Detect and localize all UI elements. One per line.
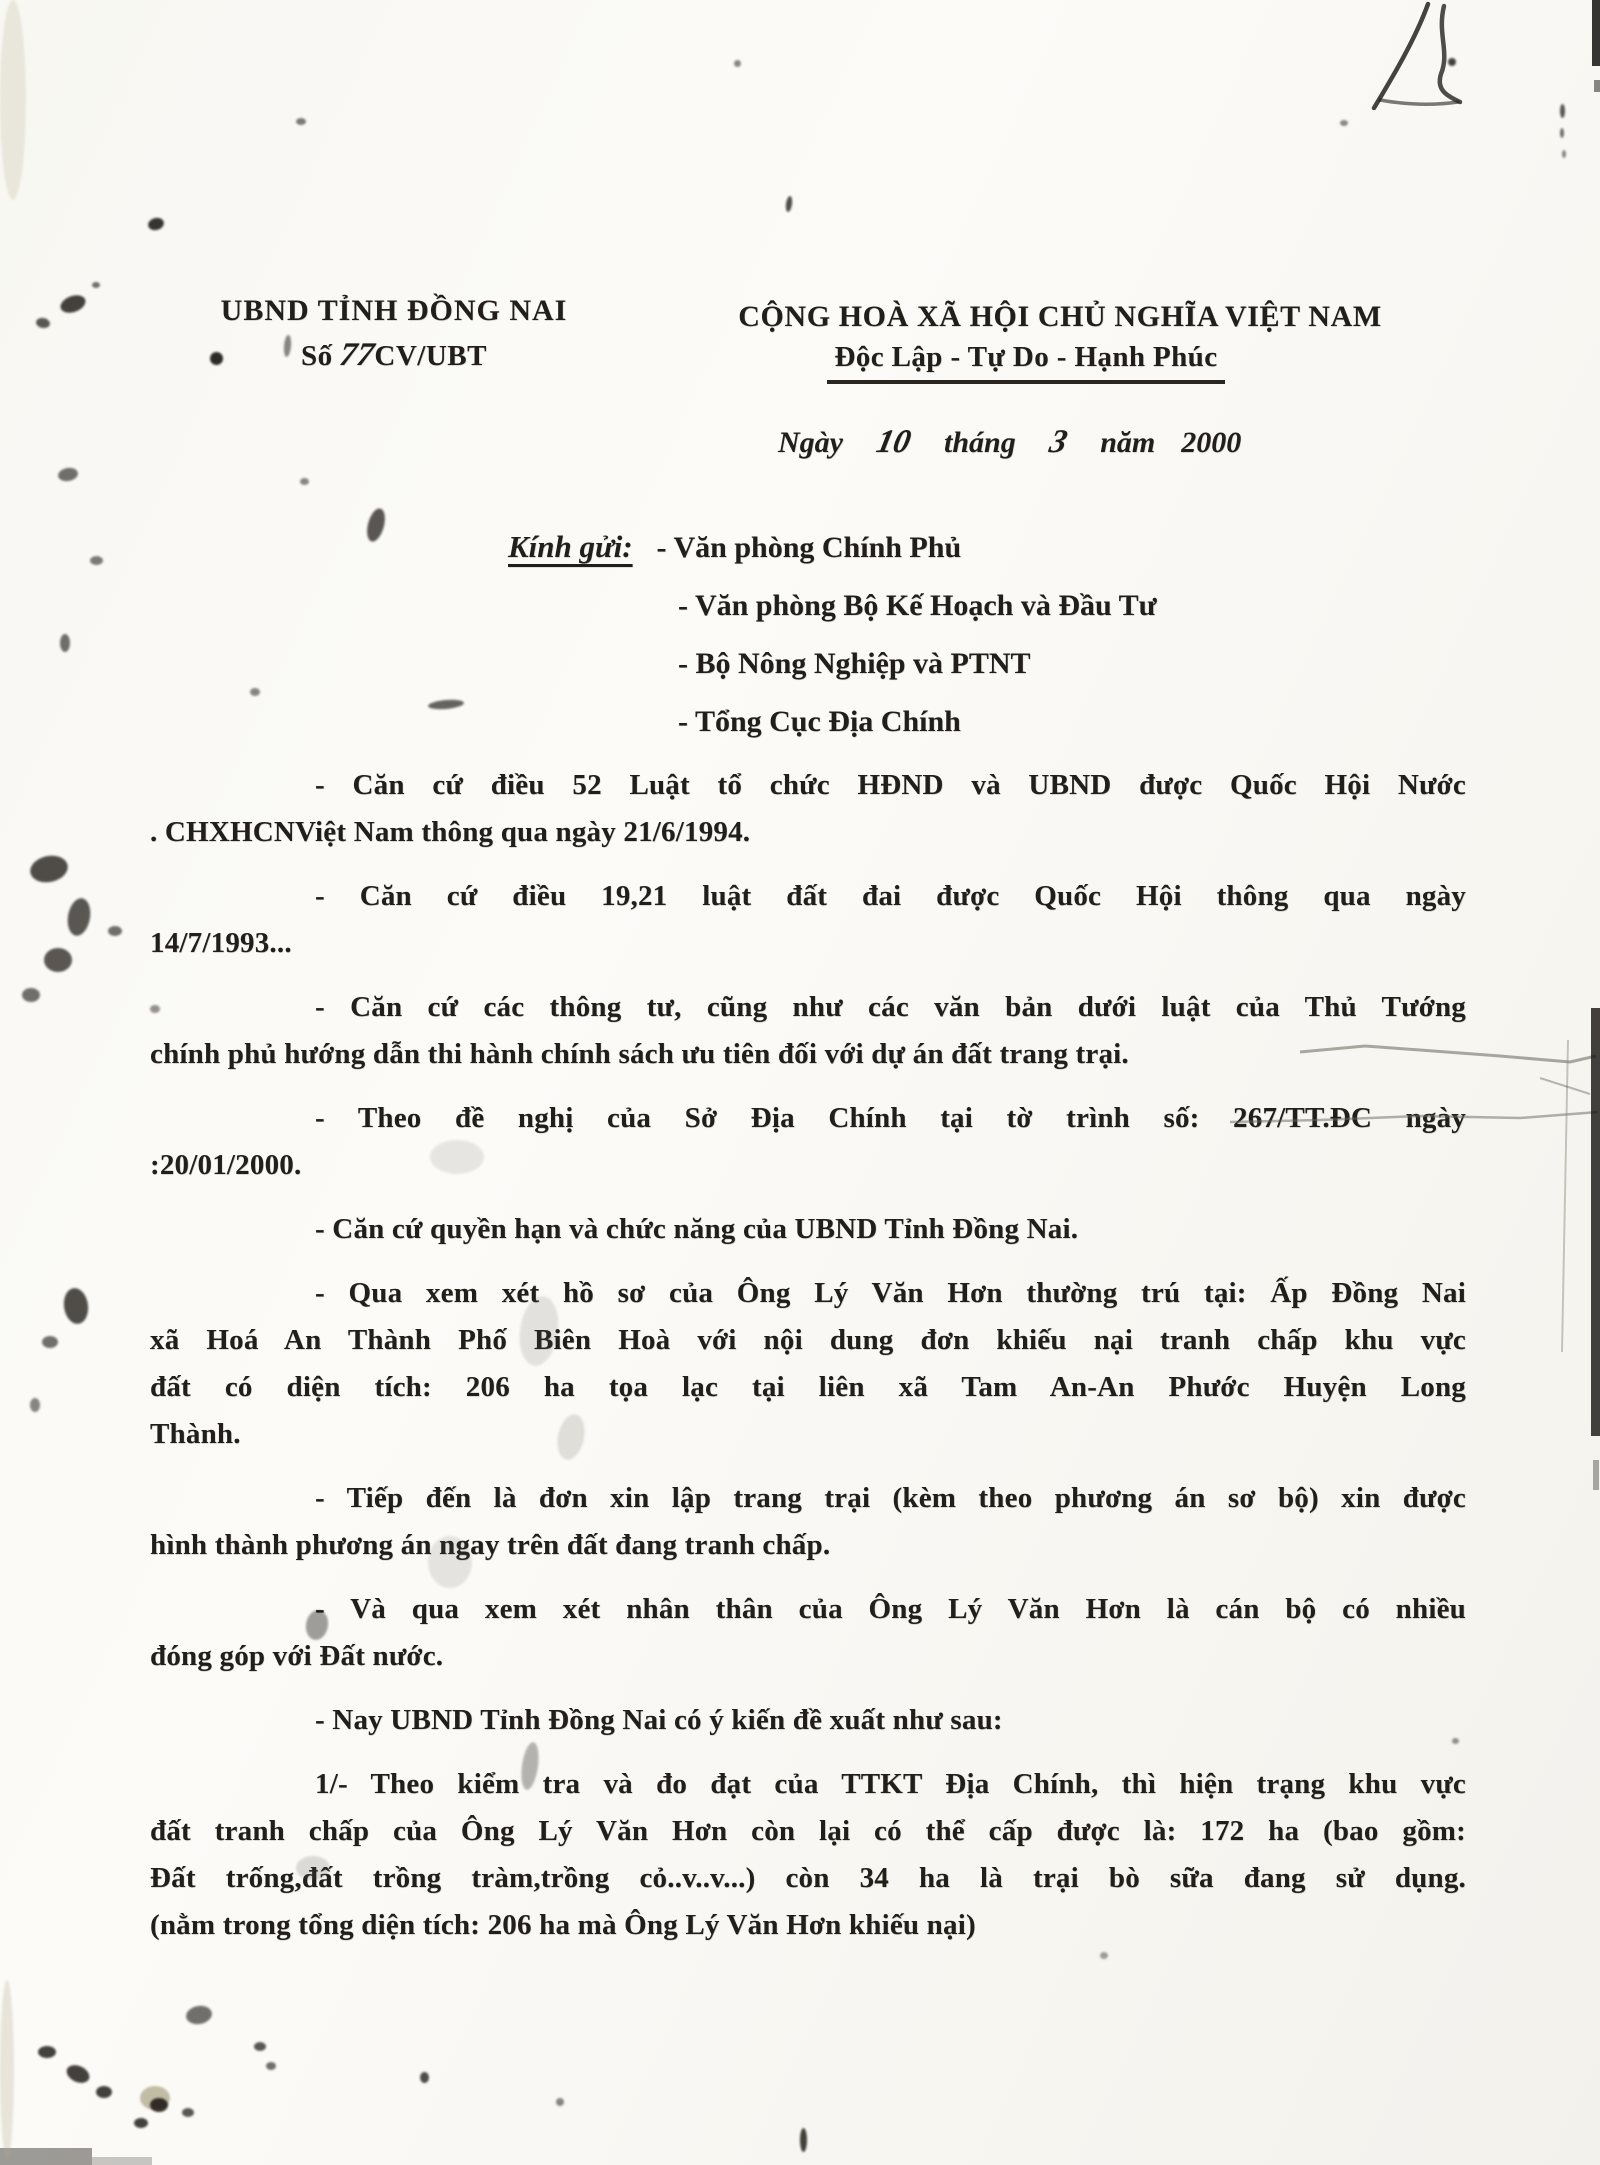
ink-stain xyxy=(182,2108,194,2117)
recipients-row1 xyxy=(508,518,1157,577)
ink-stain xyxy=(42,1336,58,1348)
paragraph-line: - Căn cứ điều 19,21 luật đất đai được Quốc Hội thông qua ngày xyxy=(315,880,1466,912)
paragraph-line: đất tranh chấp của Ông Lý Văn Hơn còn lại có thể cấp được là: 172 ha (bao gồm: xyxy=(150,1815,1466,1847)
issuing-org-name: UBND TỈNH ĐỒNG NAI xyxy=(220,294,568,327)
ink-stain xyxy=(296,118,306,125)
national-motto-line2: Độc Lập - Tự Do - Hạnh Phúc xyxy=(827,341,1226,384)
ink-stain xyxy=(134,2118,148,2128)
ink-stain xyxy=(420,2072,429,2083)
ink-stain xyxy=(30,1398,40,1412)
paragraph-line: :20/01/2000. xyxy=(150,1149,302,1181)
ink-stain xyxy=(185,2004,214,2026)
ink-stain xyxy=(57,466,79,482)
date-word-year: năm xyxy=(1100,426,1156,459)
ink-stain xyxy=(28,852,71,885)
paragraph xyxy=(150,1697,1466,1744)
paragraph-line: - Theo đề nghị của Sở Địa Chính tại tờ trình số: 267/TT.ĐC ngày xyxy=(315,1102,1466,1134)
ink-stain xyxy=(364,507,388,544)
paragraph-line: 14/7/1993... xyxy=(150,927,292,959)
ink-stain xyxy=(1560,104,1565,118)
paragraph-line: - Căn cứ quyền hạn và chức năng của UBND Tỉnh Đồng Nai. xyxy=(315,1213,1079,1245)
ink-stain xyxy=(60,634,70,652)
ink-stain xyxy=(90,556,103,565)
ink-stain xyxy=(92,282,100,288)
ink-stain xyxy=(44,948,72,972)
header-national-motto xyxy=(660,300,1460,384)
ink-stain xyxy=(1560,128,1564,138)
paragraph-line: chính phủ hướng dẫn thi hành chính sách ưu tiên đối với dự án đất trang trại. xyxy=(150,1038,1129,1070)
ink-stain xyxy=(0,1980,14,2160)
ink-stain xyxy=(300,478,309,485)
paragraph-line: - Căn cứ các thông tư, cũng như các văn bản dưới luật của Thủ Tướng xyxy=(315,991,1466,1023)
ink-stain xyxy=(250,688,260,696)
document-number-handwritten: 77 xyxy=(337,337,378,373)
paragraph-line: đóng góp với Đất nước. xyxy=(150,1640,444,1672)
paragraph xyxy=(150,1095,1466,1189)
recipient-item: - Văn phòng Bộ Kế Hoạch và Đầu Tư xyxy=(678,589,1157,622)
paragraph xyxy=(150,762,1466,856)
paragraph-line: xã Hoá An Thành Phố Biên Hoà với nội dung đơn khiếu nại tranh chấp khu vực xyxy=(150,1324,1466,1356)
paragraph-line: Đất trống,đất trồng tràm,trồng cỏ..v..v...) còn 34 ha là trại bò sữa đang sử dụng. xyxy=(150,1862,1466,1894)
date-month-handwritten: 3 xyxy=(1045,424,1071,460)
paragraph-line: - Căn cứ điều 52 Luật tổ chức HĐND và UBND được Quốc Hội Nước xyxy=(315,769,1466,801)
date-year: 2000 xyxy=(1181,426,1242,459)
ink-stain xyxy=(0,0,26,200)
recipients xyxy=(508,518,1157,751)
paragraph-line: - Qua xem xét hồ sơ của Ông Lý Văn Hơn thường trú tại: Ấp Đồng Nai xyxy=(315,1277,1466,1309)
paragraph-line: Thành. xyxy=(150,1418,241,1450)
paragraph xyxy=(150,1475,1466,1569)
ink-stain xyxy=(734,60,741,67)
ink-stain xyxy=(22,988,40,1002)
ink-stain xyxy=(65,896,93,937)
ink-stain xyxy=(254,2042,266,2051)
paragraph xyxy=(150,1206,1466,1253)
ink-stain xyxy=(108,926,122,936)
recipients-list xyxy=(508,577,1157,751)
ink-stain xyxy=(266,2062,276,2070)
document-number-prefix: Số xyxy=(301,340,333,372)
paragraph-line: đất có diện tích: 206 ha tọa lạc tại liên xã Tam An-An Phước Huyện Long xyxy=(150,1371,1466,1403)
salutation-label: Kính gửi: xyxy=(508,529,633,564)
paragraph-line: - Tiếp đến là đơn xin lập trang trại (kèm theo phương án sơ bộ) xin được xyxy=(315,1482,1466,1514)
date-word-month: tháng xyxy=(943,426,1016,459)
national-motto-line1: CỘNG HOÀ XÃ HỘI CHỦ NGHĨA VIỆT NAM xyxy=(738,300,1382,333)
ink-stain xyxy=(1340,120,1348,126)
paragraph xyxy=(150,873,1466,967)
document-number-suffix: CV/UBT xyxy=(374,340,487,372)
paragraph xyxy=(150,1761,1466,1949)
ink-stain xyxy=(35,317,51,329)
ink-stain xyxy=(140,2086,170,2110)
paragraph-line: (nằm trong tổng diện tích: 206 ha mà Ông Lý Văn Hơn khiếu nại) xyxy=(150,1909,976,1941)
paragraph xyxy=(150,1586,1466,1680)
ink-stain xyxy=(1562,150,1566,158)
paragraph-line: . CHXHCNViệt Nam thông qua ngày 21/6/1994. xyxy=(150,816,751,848)
ink-stain xyxy=(96,2086,112,2098)
paragraph xyxy=(150,984,1466,1078)
recipient-item: - Tổng Cục Địa Chính xyxy=(678,705,961,738)
ink-stain xyxy=(150,2098,168,2112)
date-line xyxy=(778,424,1241,461)
ink-stain xyxy=(58,292,88,316)
ink-stain xyxy=(800,2128,807,2152)
paragraph-line: - Nay UBND Tỉnh Đồng Nai có ý kiến đề xuất như sau: xyxy=(315,1704,1003,1736)
date-word-day: Ngày xyxy=(778,426,843,459)
recipient-item: - Văn phòng Chính Phủ xyxy=(656,531,962,564)
ink-stain xyxy=(556,2098,564,2106)
header-issuing-org xyxy=(182,294,606,374)
date-day-handwritten: 10 xyxy=(873,424,914,460)
recipient-item: - Bộ Nông Nghiệp và PTNT xyxy=(678,647,1031,680)
ink-stain xyxy=(62,1287,91,1326)
paragraph-line: - Và qua xem xét nhân thân của Ông Lý Văn Hơn là cán bộ có nhiều xyxy=(315,1593,1466,1625)
document-body xyxy=(150,762,1466,1966)
ink-stain xyxy=(428,698,465,710)
paragraph-line: 1/- Theo kiểm tra và đo đạt của TTKT Địa Chính, thì hiện trạng khu vực xyxy=(315,1768,1466,1800)
paragraph-line: hình thành phương án ngay trên đất đang tranh chấp. xyxy=(150,1529,831,1561)
ink-stain xyxy=(785,196,793,213)
ink-stain xyxy=(38,2046,56,2058)
paragraph xyxy=(150,1270,1466,1458)
ink-stain xyxy=(147,216,166,232)
ink-stain xyxy=(64,2062,93,2087)
document-number xyxy=(182,337,606,374)
ink-stain xyxy=(1448,58,1456,66)
